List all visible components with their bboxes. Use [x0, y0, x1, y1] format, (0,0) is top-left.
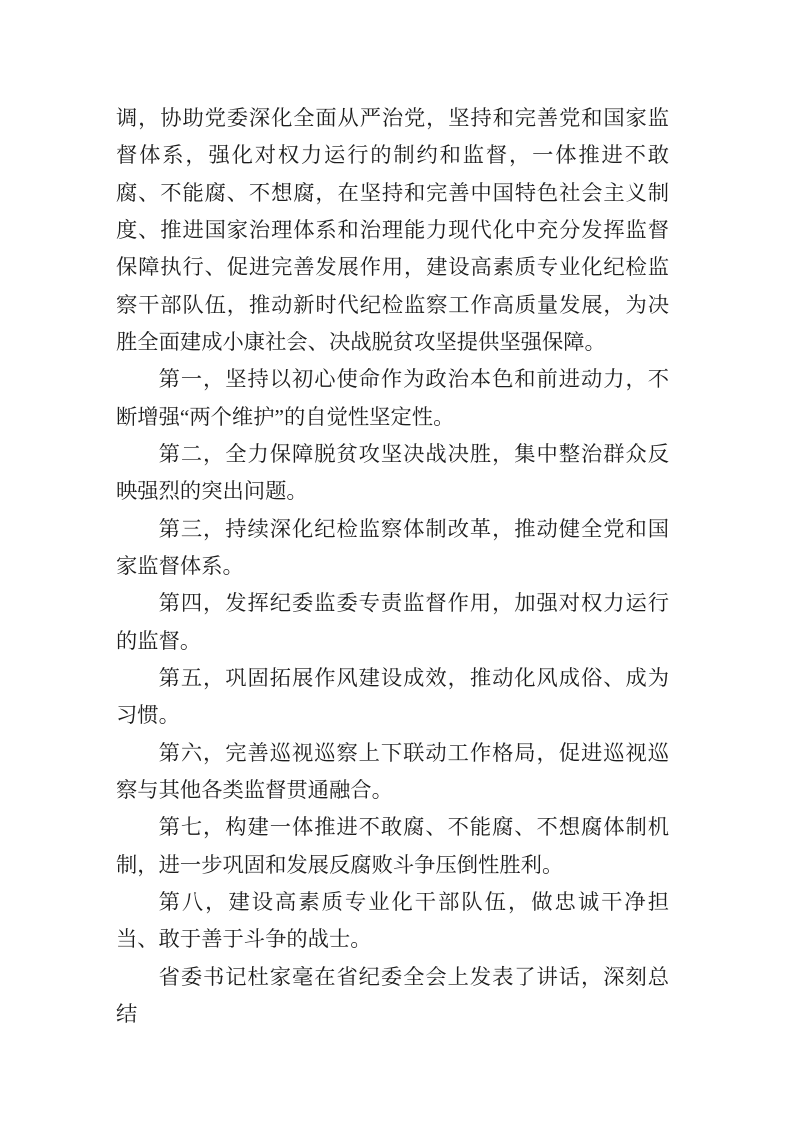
paragraph-point-8: 第八，建设高素质专业化干部队伍，做忠诚干净担当、敢于善于斗争的战士。 — [116, 889, 669, 952]
paragraph-point-6: 第六，完善巡视巡察上下联动工作格局，促进巡视巡察与其他各类监督贯通融合。 — [116, 740, 669, 802]
document-body-text — [116, 100, 669, 1033]
paragraph-point-4: 第四，发挥纪委监委专责监督作用，加强对权力运行的监督。 — [116, 591, 669, 653]
paragraph-point-1: 第一，坚持以初心使命作为政治本色和前进动力，不断增强“两个维护”的自觉性坚定性。 — [116, 367, 669, 429]
paragraph-closing: 省委书记杜家毫在省纪委全会上发表了讲话，深刻总结 — [116, 964, 669, 1026]
paragraph-continuation: 调，协助党委深化全面从严治党，坚持和完善党和国家监督体系，强化对权力运行的制约和监督，一体推进不敢腐、不能腐、不想腐，在坚持和完善中国特色社会主义制度、推进国家治理体系和治理能力现代化中充分发挥监督保障执行、促进完善发展作用，建设高素质专业化纪检监察干部队伍，推动新时代纪检监察工作高质量发展，为决胜全面建成小康社会、决战脱贫攻坚提供坚强保障。 — [116, 106, 669, 354]
paragraph-point-2: 第二，全力保障脱贫攻坚决战决胜，集中整治群众反映强烈的突出问题。 — [116, 441, 669, 504]
paragraph-point-7: 第七，构建一体推进不敢腐、不能腐、不想腐体制机制，进一步巩固和发展反腐败斗争压倒性胜利。 — [116, 815, 669, 877]
paragraph-point-3: 第三，持续深化纪检监察体制改革，推动健全党和国家监督体系。 — [116, 516, 669, 578]
paragraph-point-5: 第五，巩固拓展作风建设成效，推动化风成俗、成为习惯。 — [116, 665, 669, 728]
